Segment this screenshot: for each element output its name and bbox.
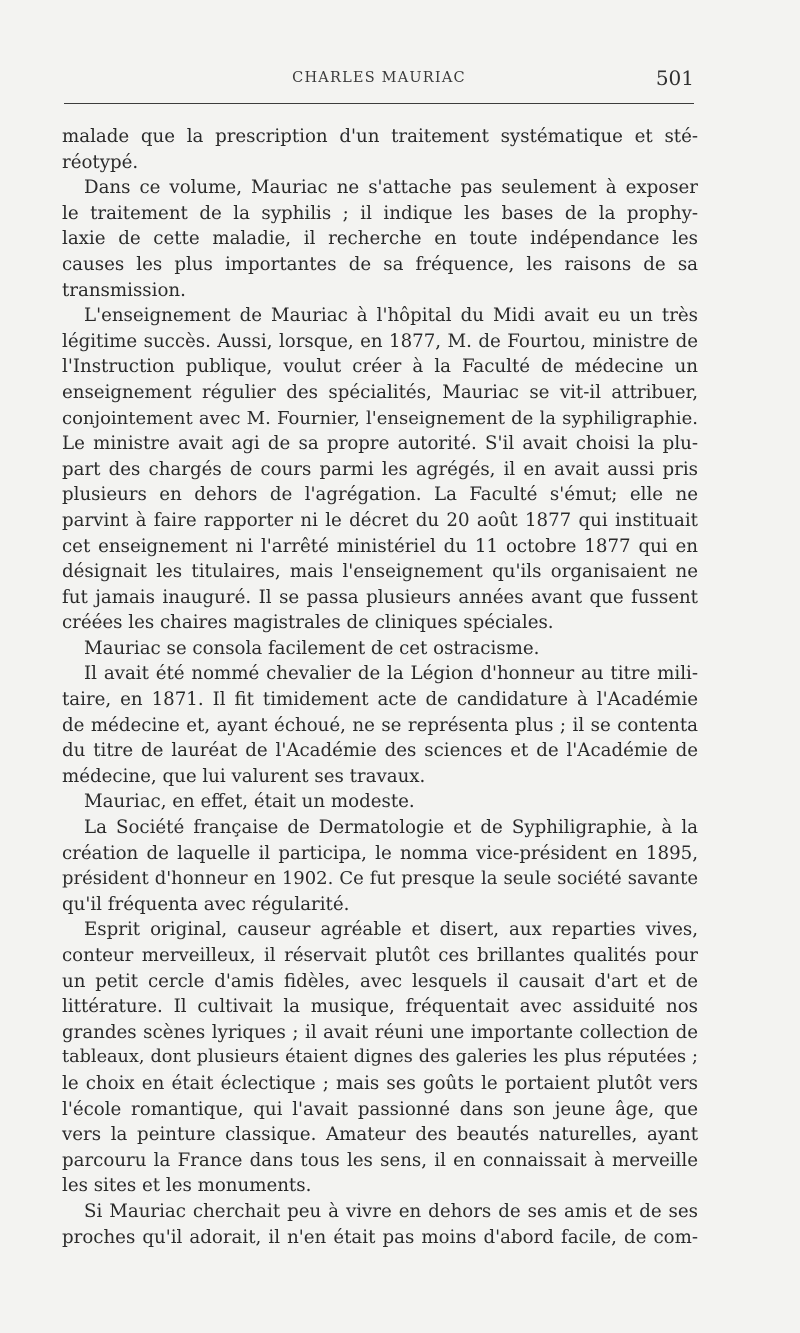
text-line: Dans ce volume, Mauriac ne s'attache pas seulement à exposer	[84, 177, 698, 199]
text-line: légitime succès. Aussi, lorsque, en 1877, M. de Fourtou, ministre de	[62, 330, 698, 352]
text-line: Il avait été nommé chevalier de la Légion d'honneur au titre mili-	[84, 663, 698, 685]
text-line: réotypé.	[62, 151, 139, 173]
text-line: Mauriac se consola facilement de cet ostracisme.	[84, 637, 540, 659]
text-line: Esprit original, causeur agréable et disert, aux reparties vives,	[84, 919, 698, 941]
text-line: proches qu'il adorait, il n'en était pas moins d'abord facile, de com-	[62, 1226, 698, 1248]
text-line: Le ministre avait agi de sa propre autorité. S'il avait choisi la plu-	[62, 433, 698, 455]
text-line: tableaux, dont plusieurs étaient dignes des galeries les plus réputées ;	[62, 1047, 698, 1068]
text-line: l'Instruction publique, voulut créer à la Faculté de médecine un	[62, 356, 698, 378]
text-line: parcouru la France dans tous les sens, il en connaissait à merveille	[62, 1149, 698, 1171]
text-line: le traitement de la syphilis ; il indique les bases de la prophy-	[62, 202, 698, 224]
text-line: conjointement avec M. Fournier, l'enseignement de la syphiligraphie.	[62, 407, 698, 429]
text-line: créées les chaires magistrales de cliniques spéciales.	[62, 612, 554, 634]
text-line: malade que la prescription d'un traitement systématique et sté-	[62, 126, 698, 147]
text-line: causes les plus importantes de sa fréquence, les raisons de sa	[62, 253, 698, 275]
text-line: part des chargés de cours parmi les agrégés, il en avait aussi pris	[62, 458, 698, 480]
text-line: qu'il fréquenta avec régularité.	[62, 893, 350, 915]
page-number: 501	[655, 66, 694, 90]
body-text	[62, 124, 698, 1250]
text-line: cet enseignement ni l'arrêté ministériel du 11 octobre 1877 qui en	[62, 535, 698, 557]
text-line: littérature. Il cultivait la musique, fréquentait avec assiduité nos	[62, 996, 698, 1018]
text-line: La Société française de Dermatologie et de Syphiligraphie, à la	[84, 817, 698, 839]
text-line: du titre de lauréat de l'Académie des sciences et de l'Académie de	[62, 740, 698, 762]
text-line: vers la peinture classique. Amateur des beautés naturelles, ayant	[62, 1124, 698, 1146]
text-line: le choix en était éclectique ; mais ses goûts le portaient plutôt vers	[62, 1072, 698, 1094]
text-line: de médecine et, ayant échoué, ne se représenta plus ; il se contenta	[62, 714, 698, 736]
text-line: grandes scènes lyriques ; il avait réuni une importante collection de	[62, 1021, 698, 1043]
text-line: fut jamais inauguré. Il se passa plusieurs années avant que fussent	[62, 586, 698, 608]
text-line: création de laquelle il participa, le nomma vice-président en 1895,	[62, 842, 698, 864]
text-line: l'école romantique, qui l'avait passionné dans son jeune âge, que	[62, 1098, 698, 1120]
text-line: laxie de cette maladie, il recherche en toute indépendance les	[62, 228, 698, 250]
text-line: enseignement régulier des spécialités, Mauriac se vit-il attribuer,	[62, 381, 698, 403]
text-line: président d'honneur en 1902. Ce fut presque la seule société savante	[62, 868, 698, 890]
text-line: transmission.	[62, 279, 186, 301]
text-line: médecine, que lui valurent ses travaux.	[62, 765, 426, 787]
text-line: Si Mauriac cherchait peu à vivre en dehors de ses amis et de ses	[84, 1200, 698, 1222]
text-line: désignait les titulaires, mais l'enseignement qu'ils organisaient ne	[62, 561, 698, 583]
text-line: les sites et les monuments.	[62, 1175, 312, 1197]
text-line: taire, en 1871. Il fit timidement acte de candidature à l'Académie	[62, 689, 698, 711]
header-rule	[64, 103, 694, 104]
text-line: conteur merveilleux, il réservait plutôt ces brillantes qualités pour	[62, 945, 698, 966]
text-line: plusieurs en dehors de l'agrégation. La Faculté s'émut; elle ne	[62, 484, 698, 506]
text-line: Mauriac, en effet, était un modeste.	[84, 791, 415, 813]
text-line: parvint à faire rapporter ni le décret du 20 août 1877 qui instituait	[62, 509, 698, 531]
running-title: CHARLES MAURIAC	[292, 70, 466, 86]
running-head	[62, 66, 696, 96]
text-line: L'enseignement de Mauriac à l'hôpital du Midi avait eu un très	[84, 305, 698, 327]
text-line: un petit cercle d'amis fidèles, avec lesquels il causait d'art et de	[62, 970, 698, 992]
